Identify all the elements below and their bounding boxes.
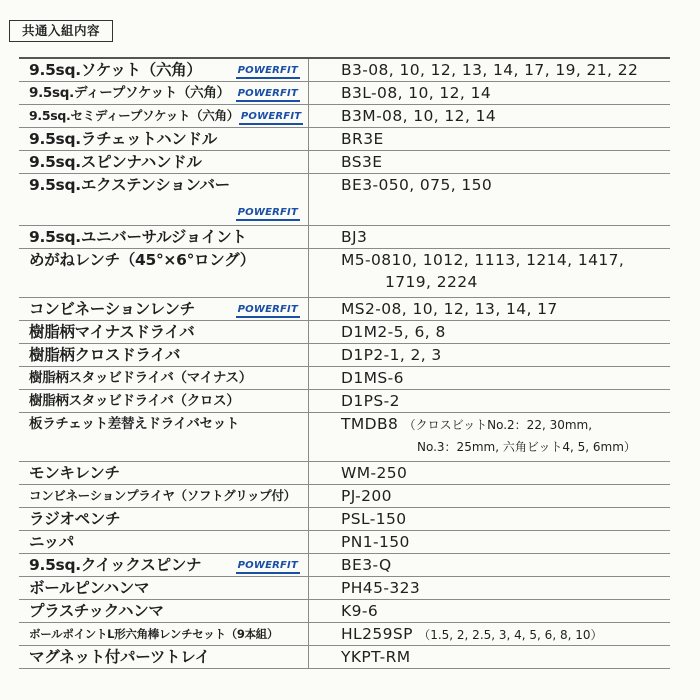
item-name: 9.5sq.セミディープソケット（六角） — [29, 108, 239, 123]
item-name-cell — [19, 128, 309, 150]
table-row — [19, 508, 670, 531]
section-title: 共通入組内容 — [9, 20, 113, 42]
table-row — [19, 105, 670, 128]
table-row — [19, 151, 670, 174]
item-model — [309, 413, 670, 458]
table-row — [19, 298, 670, 321]
table-row — [19, 249, 670, 298]
item-name-cell — [19, 321, 309, 343]
item-name-cell — [19, 531, 309, 553]
table-row — [19, 128, 670, 151]
item-model: D1P2-1, 2, 3 — [341, 346, 442, 364]
item-name: 9.5sq.クイックスピンナ — [29, 556, 202, 574]
item-model: BE3-050, 075, 150 — [341, 176, 493, 194]
item-name-cell — [19, 554, 309, 576]
item-name: コンビネーションレンチ — [29, 300, 195, 318]
item-name: めがねレンチ（45°×6°ロング） — [29, 251, 256, 269]
item-name: モンキレンチ — [29, 464, 120, 482]
item-name: 9.5sq.ソケット（六角） — [29, 61, 202, 79]
item-name-cell — [19, 151, 309, 173]
powerfit-logo: POWERFIT — [236, 303, 300, 318]
item-name: コンビネーションプライヤ（ソフトグリップ付） — [29, 488, 296, 503]
table-row — [19, 413, 670, 462]
item-model: B3M-08, 10, 12, 14 — [341, 107, 497, 125]
item-name-cell — [19, 623, 309, 645]
item-name: 樹脂柄スタッビドライバ（マイナス） — [29, 370, 252, 386]
item-name: 9.5sq.スピンナハンドル — [29, 153, 202, 171]
item-model: BR3E — [341, 130, 384, 148]
item-name-cell — [19, 367, 309, 389]
item-name: プラスチックハンマ — [29, 602, 164, 620]
item-name-cell — [19, 226, 309, 248]
item-model: PH45-323 — [341, 579, 421, 597]
powerfit-logo: POWERFIT — [236, 559, 300, 574]
item-name: 9.5sq.ディープソケット（六角） — [29, 85, 230, 101]
table-row — [19, 623, 670, 646]
item-name-cell — [19, 462, 309, 484]
item-name-cell — [19, 59, 309, 81]
powerfit-logo: POWERFIT — [236, 64, 300, 79]
item-name: 板ラチェット差替えドライバセット — [29, 416, 240, 432]
table-row — [19, 462, 670, 485]
item-name-cell — [19, 298, 309, 320]
table-row — [19, 59, 670, 82]
model-line: TMDB8 — [341, 415, 399, 433]
item-model: BE3-Q — [341, 556, 392, 574]
item-name: ニッパ — [29, 533, 74, 551]
model-line: M5-0810, 1012, 1113, 1214, 1417, — [341, 251, 625, 269]
item-name-cell — [19, 105, 309, 127]
item-name: ボールピンハンマ — [29, 579, 150, 597]
item-name: 樹脂柄スタッビドライバ（クロス） — [29, 393, 240, 409]
table-row — [19, 367, 670, 390]
item-model: PJ-200 — [341, 487, 392, 505]
item-name-cell — [19, 390, 309, 412]
item-model — [309, 623, 670, 646]
table-row — [19, 646, 670, 669]
item-name: 樹脂柄マイナスドライバ — [29, 323, 195, 341]
item-name-cell — [19, 249, 309, 297]
item-model: K9-6 — [341, 602, 379, 620]
model-note: （1.5, 2, 2.5, 3, 4, 5, 6, 8, 10） — [418, 628, 603, 642]
model-line-continued: 1719, 2224 — [385, 273, 478, 291]
item-model: D1MS-6 — [341, 369, 404, 387]
item-model: D1M2-5, 6, 8 — [341, 323, 446, 341]
item-model: BS3E — [341, 153, 383, 171]
contents-table — [19, 57, 670, 669]
table-row — [19, 554, 670, 577]
model-line: HL259SP — [341, 625, 413, 643]
model-note: （クロスビットNo.2：22, 30mm, — [403, 418, 593, 432]
item-model — [309, 249, 670, 293]
item-name: マグネット付パーツトレイ — [29, 648, 210, 666]
item-name-cell — [19, 413, 309, 461]
table-row — [19, 390, 670, 413]
item-model: BJ3 — [341, 228, 368, 246]
item-model: PSL-150 — [341, 510, 407, 528]
table-row — [19, 226, 670, 249]
item-name: ラジオペンチ — [29, 510, 121, 528]
item-name: 9.5sq.ラチェットハンドル — [29, 130, 217, 148]
table-row — [19, 531, 670, 554]
powerfit-logo: POWERFIT — [236, 206, 300, 221]
item-name: ボールポイントL形六角棒レンチセット（9本組） — [29, 627, 279, 641]
item-name: 樹脂柄クロスドライバ — [29, 346, 181, 364]
item-model: MS2-08, 10, 12, 13, 14, 17 — [341, 300, 558, 318]
powerfit-logo: POWERFIT — [239, 110, 303, 125]
item-name-cell — [19, 646, 309, 668]
model-line-continued: No.3：25mm, 六角ビット4, 5, 6mm） — [417, 440, 636, 454]
item-model: B3-08, 10, 12, 13, 14, 17, 19, 21, 22 — [341, 61, 639, 79]
table-row — [19, 485, 670, 508]
powerfit-logo: POWERFIT — [236, 87, 300, 102]
table-row — [19, 600, 670, 623]
table-row — [19, 577, 670, 600]
item-name-cell — [19, 485, 309, 507]
item-name-cell — [19, 174, 309, 225]
item-name-cell — [19, 344, 309, 366]
table-row — [19, 82, 670, 105]
table-row — [19, 321, 670, 344]
item-name-cell — [19, 600, 309, 622]
item-name-cell — [19, 82, 309, 104]
table-row — [19, 344, 670, 367]
item-model: PN1-150 — [341, 533, 410, 551]
item-model: D1PS-2 — [341, 392, 400, 410]
item-model: YKPT-RM — [341, 648, 411, 666]
item-name-cell — [19, 508, 309, 530]
item-name-cell — [19, 577, 309, 599]
item-model: WM-250 — [341, 464, 408, 482]
table-row — [19, 174, 670, 226]
item-model: B3L-08, 10, 12, 14 — [341, 84, 492, 102]
item-name: 9.5sq.ユニバーサルジョイント — [29, 228, 247, 246]
item-name: 9.5sq.エクステンションバー — [29, 176, 230, 194]
